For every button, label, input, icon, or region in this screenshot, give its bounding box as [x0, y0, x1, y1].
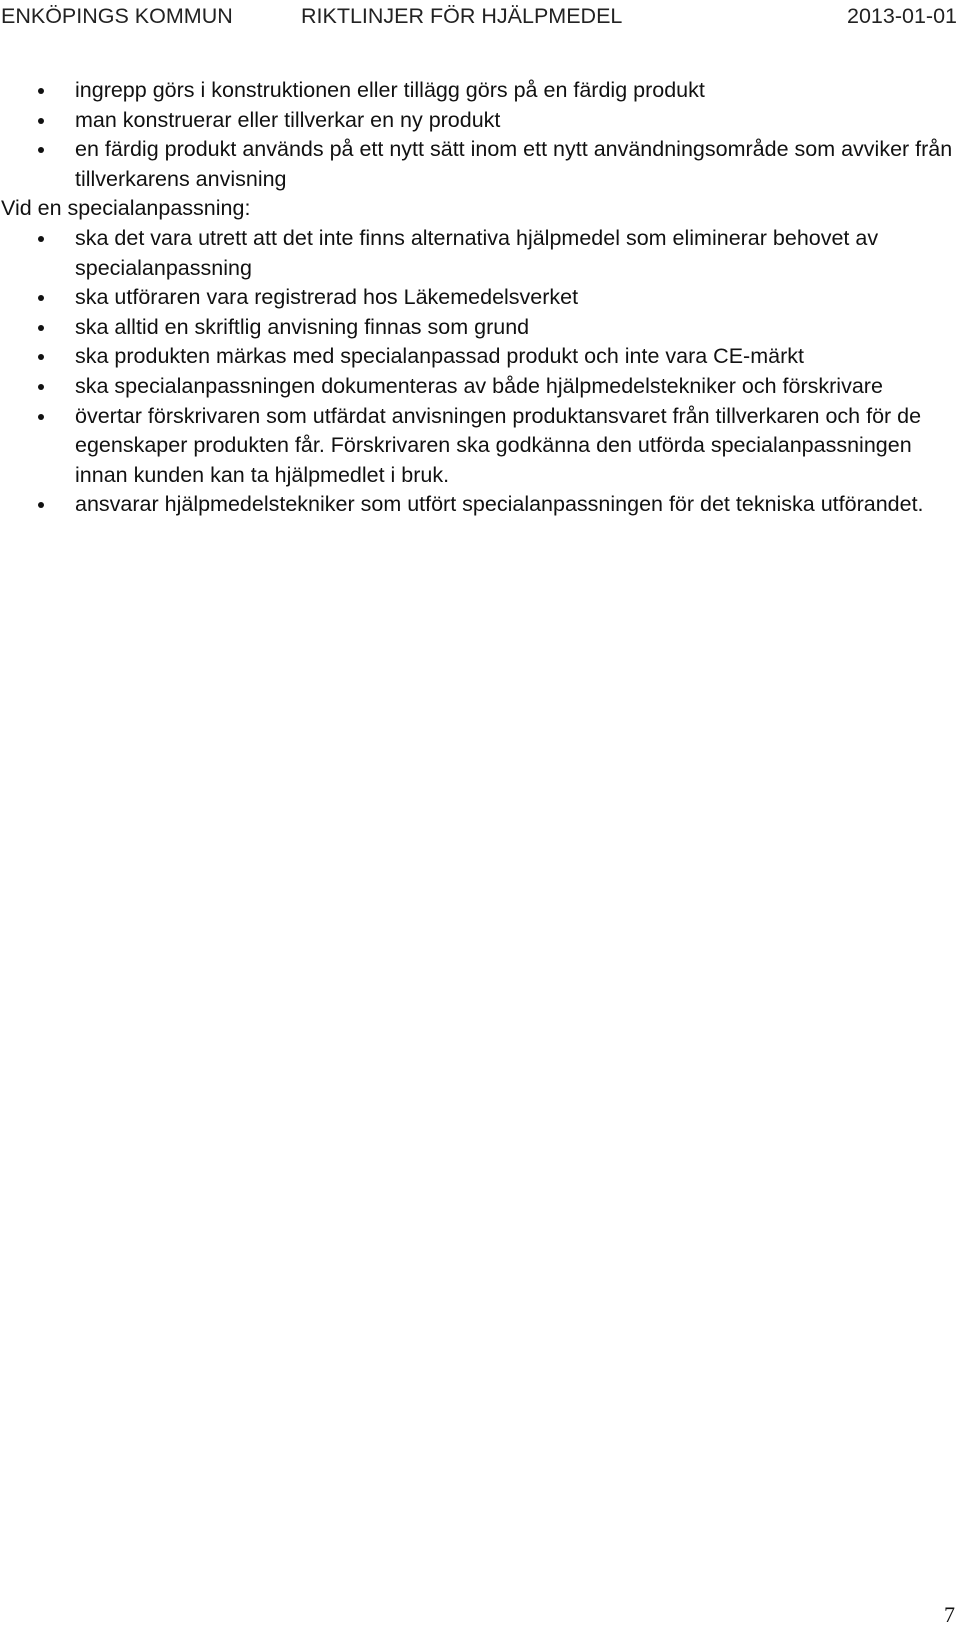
bullet-icon [38, 414, 44, 420]
list-item [0, 135, 960, 194]
list-item-text: ansvarar hjälpmedelstekniker som utfört specialanpassningen för det tekniska utförandet. [75, 492, 924, 517]
page-header [0, 4, 960, 34]
list-item [0, 313, 960, 343]
list-item [0, 106, 960, 136]
list-item-text: ingrepp görs i konstruktionen eller tillägg görs på en färdig produkt [75, 78, 705, 102]
header-organization: ENKÖPINGS KOMMUN [1, 4, 233, 28]
bullet-icon [38, 354, 44, 360]
list-item [0, 372, 960, 402]
list-item-text: ska utföraren vara registrerad hos Läkemedelsverket [75, 285, 579, 310]
list-item [0, 490, 960, 520]
list-item-text: övertar förskrivaren som utfärdat anvisningen produktansvaret från tillverkaren och för de egenskaper produkten får. Förskrivaren ska godkänna den utförda specialanpassningen innan kunden kan ta hjälpmedlet i bruk. [75, 403, 922, 487]
header-date: 2013-01-01 [847, 4, 957, 28]
list-item [0, 342, 960, 372]
bullet-icon [38, 295, 44, 301]
list-item-text: en färdig produkt används på ett nytt sätt inom ett nytt användningsområde som avviker från tillverkarens anvisning [75, 137, 953, 191]
bullet-icon [38, 325, 44, 331]
bullet-icon [38, 502, 44, 508]
list-item [0, 224, 960, 283]
list-item [0, 76, 960, 106]
section-intro: Vid en specialanpassning: [1, 196, 251, 221]
list-item-text: man konstruerar eller tillverkar en ny produkt [75, 107, 501, 132]
list-item [0, 283, 960, 313]
requirements-list [0, 224, 960, 520]
bullet-icon [38, 88, 44, 94]
page-number: 7 [944, 1602, 955, 1627]
list-item-text: ska produkten märkas med specialanpassad produkt och inte vara CE-märkt [75, 344, 804, 369]
header-document-title: RIKTLINJER FÖR HJÄLPMEDEL [301, 4, 623, 28]
list-item-text: ska alltid en skriftlig anvisning finnas som grund [75, 314, 530, 339]
bullet-icon [38, 118, 44, 124]
document-body [0, 76, 960, 520]
bullet-icon [38, 384, 44, 390]
conditions-list [0, 76, 960, 194]
list-item-text: ska specialanpassningen dokumenteras av både hjälpmedelstekniker och förskrivare [75, 373, 883, 398]
bullet-icon [38, 147, 44, 153]
bullet-icon [38, 236, 44, 242]
list-item [0, 402, 960, 491]
list-item-text: ska det vara utrett att det inte finns alternativa hjälpmedel som eliminerar behovet av specialanpassning [75, 225, 879, 280]
